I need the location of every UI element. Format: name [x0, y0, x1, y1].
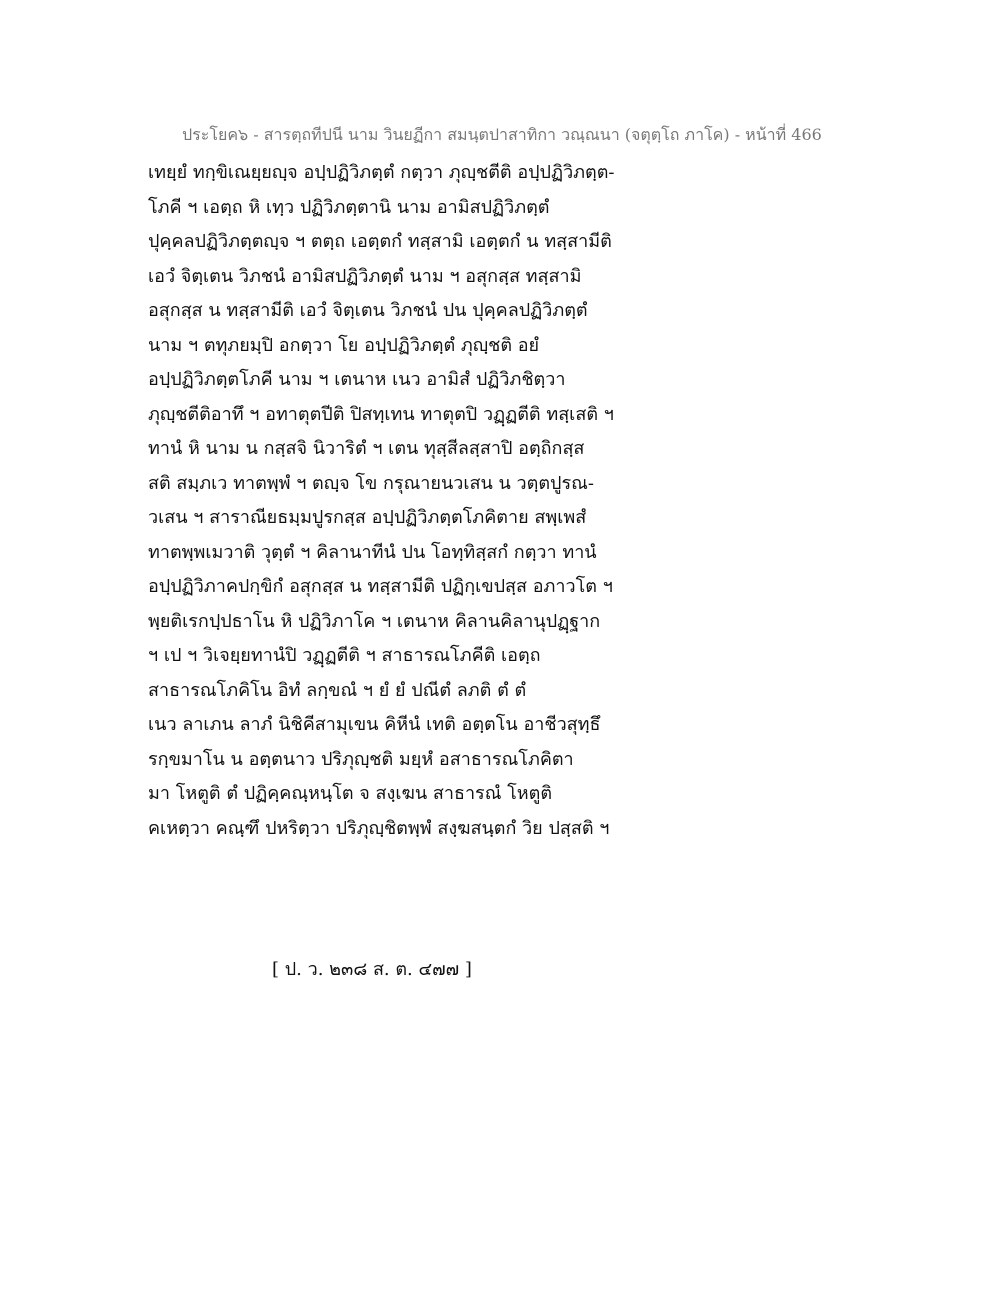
text-line: เนว ลาเภน ลาภํ นิชิคีสามุเขน คิหีนํ เทติ อตฺตโน อาชีวสุทฺธึ — [148, 714, 601, 735]
text-line: รกฺขมาโน น อตฺตนาว ปริภุญฺชติ มยฺหํ อสาธารณโภคิตา — [148, 748, 574, 770]
text-line: นาม ฯ ตทุภยมฺปิ อกตฺวา โย อปฺปฏิวิภตฺตํ ภุญฺชติ อยํ — [148, 334, 540, 356]
text-line: โภคี ฯ เอตฺถ หิ เทฺว ปฏิวิภตฺตานิ นาม อามิสปฏิวิภตฺตํ — [148, 196, 550, 218]
text-line: พฺยติเรกปฺปธาโน หิ ปฏิวิภาโค ฯ เตนาห คิลานคิลานุปฏฺฐาก — [148, 610, 601, 632]
text-line: อปฺปฏิวิภตฺตโภคี นาม ฯ เตนาห เนว อามิสํ ปฏิวิภชิตฺวา — [148, 369, 566, 390]
text-line: ปุคฺคลปฏิวิภตฺตญฺจ ฯ ตตฺถ เอตฺตกํ ทสฺสามิ เอตฺตกํ น ทสฺสามีติ — [148, 231, 612, 252]
text-line: เอวํ จิตฺเตน วิภชนํ อามิสปฏิวิภตฺตํ นาม ฯ อสุกสฺส ทสฺสามิ — [148, 265, 582, 287]
text-line: ฯ เป ฯ วิเจยฺยทานํปิ วฏฺฏตีติ ฯ สาธารณโภคีติ เอตฺถ — [148, 645, 541, 666]
text-line: ภุญฺชตีติอาทึ ฯ อทาตุตปีติ ปิสทฺเทน ทาตุตปิ วฏฺฏตีติ ทสฺเสติ ฯ — [148, 403, 614, 425]
text-line: อปฺปฏิวิภาคปกฺขิกํ อสุกสฺส น ทสฺสามีติ ปฏิกฺเขปสฺส อภาวโต ฯ — [148, 576, 613, 597]
text-line: วเสน ฯ สาราณียธมฺมปูรกสฺส อปฺปฏิวิภตฺตโภคิตาย สพฺเพสํ — [148, 507, 587, 528]
body-text — [148, 156, 708, 846]
text-line: ทาตพฺพเมวาติ วุตฺตํ ฯ คิลานาทีนํ ปน โอทฺทิสฺสกํ กตฺวา ทานํ — [148, 541, 597, 563]
text-line: สติ สมฺภเว ทาตพฺพํ ฯ ตญฺจ โข กรุณายนวเสน น วตฺตปูรณ- — [148, 472, 594, 494]
text-line: มา โหตูติ ตํ ปฏิคฺคณฺหนฺโต จ สงฺเฆน สาธารณํ โหตูติ — [148, 783, 553, 804]
running-header: ประโยค๖ - สารตฺถทีปนี นาม วินยฏีกา สมนฺตปาสาทิกา วณฺณนา (จตุตฺโถ ภาโค) - หน้าที่ 466 — [182, 125, 822, 144]
text-line: คเหตฺวา คณฺฑึ ปหริตฺวา ปริภุญฺชิตพฺพํ สงฺฆสนฺตกํ วิย ปสฺสติ ฯ — [148, 817, 610, 839]
text-line: ทานํ หิ นาม น กสฺสจิ นิวาริตํ ฯ เตน ทุสฺสีลสฺสาปิ อตฺถิกสฺส — [148, 438, 585, 459]
text-line: อสุกสฺส น ทสฺสามีติ เอวํ จิตฺเตน วิภชนํ ปน ปุคฺคลปฏิวิภตฺตํ — [148, 300, 588, 321]
text-line: สาธารณโภคิโน อิทํ ลกฺขณํ ฯ ยํ ยํ ปณีตํ ลภติ ตํ ตํ — [148, 679, 527, 701]
text-line: เทยฺยํ ทกฺขิเณยฺยญฺจ อปฺปฏิวิภตฺตํ กตฺวา ภุญฺชตีติ อปฺปฏิวิภตฺต- — [148, 162, 615, 183]
citation-reference: [ ป. ว. ๒๓๘ ส. ต. ๔๗๗ ] — [272, 959, 472, 980]
